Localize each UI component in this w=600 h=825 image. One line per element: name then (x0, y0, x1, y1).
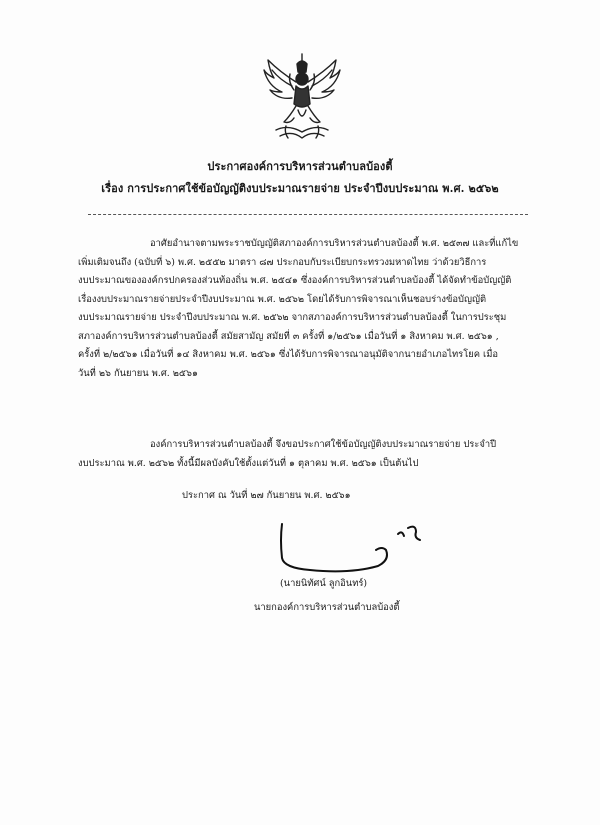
paragraph-line: เรื่องงบประมาณรายจ่ายประจำปีงบประมาณ พ.ศ. ๒๕๖๒ โดยได้รับการพิจารณาเห็นชอบร่างข้อบัญญัติ (78, 293, 487, 305)
paragraph-line: องค์การบริหารส่วนตำบลบ้องตี้ จึงขอประกาศใช้ข้อบัญญัติงบประมาณรายจ่าย ประจำปี (150, 439, 497, 450)
signatory-position: นายกองค์การบริหารส่วนตำบลบ้องตี้ (254, 602, 400, 613)
header-divider (88, 214, 528, 215)
paragraph-line: ครั้งที่ ๒/๒๕๖๑ เมื่อวันที่ ๑๔ สิงหาคม พ.ศ. ๒๕๖๑ ซึ่งได้รับการพิจารณาอนุมัติจากนายอำเภอไทรโยค เมื่อ (78, 349, 498, 360)
garuda-emblem-icon (262, 52, 342, 144)
body-paragraph-2 (78, 436, 532, 473)
document-subject: เรื่อง การประกาศใช้ข้อบัญญัติงบประมาณรายจ่าย ประจำปีงบประมาณ พ.ศ. ๒๕๖๒ (101, 182, 499, 195)
handwritten-signature (270, 520, 440, 580)
document-title: ประกาศองค์การบริหารส่วนตำบลบ้องตี้ (207, 160, 393, 173)
body-paragraph-1 (78, 235, 532, 383)
paragraph-line: วันที่ ๒๖ กันยายน พ.ศ. ๒๕๖๑ (78, 367, 198, 379)
paragraph-line: งบประมาณ พ.ศ. ๒๕๖๒ ทั้งนี้มีผลบังคับใช้ตั้งแต่วันที่ ๑ ตุลาคม พ.ศ. ๒๕๖๑ เป็นต้นไป (78, 457, 419, 469)
paragraph-line: อาศัยอำนาจตามพระราชบัญญัติสภาองค์การบริหารส่วนตำบลบ้องตี้ พ.ศ. ๒๕๓๗ และที่แก้ไข (150, 238, 519, 249)
paragraph-line: งบประมาณรายจ่าย ประจำปีงบประมาณ พ.ศ. ๒๕๖๒ จากสภาองค์การบริหารส่วนตำบลบ้องตี้ ในการประชุม (78, 312, 507, 323)
paragraph-line: งบประมาณขององค์กรปกครองส่วนท้องถิ่น พ.ศ. ๒๕๔๑ ซึ่งองค์การบริหารส่วนตำบลบ้องตี้ ได้จัดทำข้อบัญญัติ (78, 275, 512, 286)
paragraph-line: สภาองค์การบริหารส่วนตำบลบ้องตี้ สมัยสามัญ สมัยที่ ๓ ครั้งที่ ๑/๒๕๖๑ เมื่อวันที่ ๑ สิงหาคม พ.ศ. ๒๕๖๑ , (78, 330, 499, 342)
paragraph-line: เพิ่มเติมจนถึง (ฉบับที่ ๖) พ.ศ. ๒๕๕๒ มาตรา ๘๗ ประกอบกับระเบียบกระทรวงมหาดไทย ว่าด้วยวิธีการ (78, 256, 487, 268)
announcement-date: ประกาศ ณ วันที่ ๒๗ กันยายน พ.ศ. ๒๕๖๑ (182, 490, 351, 501)
signatory-name: (นายนิทัศน์ ลูกอินทร์) (280, 578, 368, 589)
